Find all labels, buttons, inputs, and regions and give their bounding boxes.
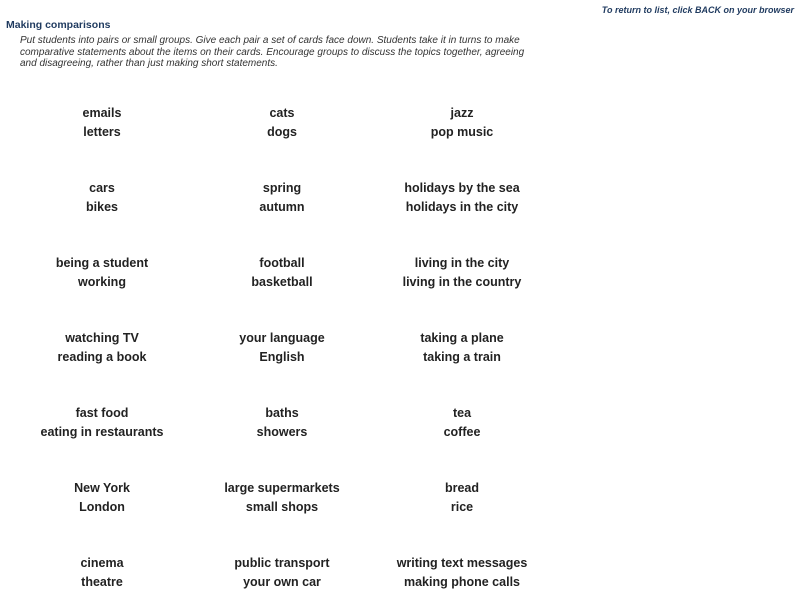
card-pair [192, 329, 372, 404]
card-pair [192, 404, 372, 479]
card-item-first: jazz [450, 106, 474, 120]
card-item-first: football [259, 256, 305, 270]
page-title: Making comparisons [6, 19, 111, 31]
card-pair [12, 254, 192, 329]
card-pair [372, 179, 552, 254]
card-item-first: cinema [80, 556, 124, 570]
card-item-second: rice [450, 500, 474, 514]
card-item-second: working [78, 275, 126, 289]
card-item-second: pop music [430, 125, 494, 139]
card-item-second: basketball [251, 275, 313, 289]
card-pair [12, 179, 192, 254]
card-pair [372, 404, 552, 479]
card-pair [372, 254, 552, 329]
card-item-second: English [259, 350, 305, 364]
card-item-second: holidays in the city [405, 200, 519, 214]
card-pair [12, 554, 192, 600]
card-item-first: tea [452, 406, 472, 420]
card-item-first: watching TV [65, 331, 139, 345]
card-item-second: showers [256, 425, 308, 439]
card-item-first: baths [265, 406, 299, 420]
card-pair [12, 479, 192, 554]
card-pair [192, 554, 372, 600]
card-item-first: public transport [234, 556, 330, 570]
card-pair [12, 104, 192, 179]
card-pair [12, 329, 192, 404]
card-pair [192, 254, 372, 329]
card-item-second: your own car [243, 575, 321, 589]
card-item-first: being a student [55, 256, 149, 270]
card-pair [192, 479, 372, 554]
card-item-first: large supermarkets [224, 481, 340, 495]
card-item-second: London [79, 500, 125, 514]
card-pair [192, 179, 372, 254]
card-item-second: making phone calls [403, 575, 520, 589]
card-item-first: living in the city [414, 256, 510, 270]
card-pair [192, 104, 372, 179]
card-item-second: bikes [86, 200, 118, 214]
return-note: To return to list, click BACK on your browser [601, 5, 794, 15]
card-item-first: New York [74, 481, 130, 495]
card-item-second: living in the country [402, 275, 522, 289]
card-item-second: autumn [259, 200, 305, 214]
card-pair [372, 104, 552, 179]
card-item-first: emails [82, 106, 122, 120]
card-item-first: fast food [75, 406, 129, 420]
card-pair [372, 329, 552, 404]
card-item-first: your language [239, 331, 325, 345]
card-item-second: small shops [245, 500, 319, 514]
card-item-first: holidays by the sea [404, 181, 520, 195]
card-item-second: dogs [267, 125, 297, 139]
comparison-card-grid [12, 104, 552, 600]
card-item-second: theatre [81, 575, 123, 589]
card-item-first: writing text messages [396, 556, 528, 570]
card-item-second: reading a book [57, 350, 147, 364]
card-item-second: letters [83, 125, 121, 139]
card-item-first: bread [444, 481, 480, 495]
card-item-first: spring [262, 181, 302, 195]
card-item-second: taking a train [423, 350, 501, 364]
card-pair [12, 404, 192, 479]
card-pair [372, 479, 552, 554]
card-pair [372, 554, 552, 600]
card-item-second: coffee [443, 425, 481, 439]
card-item-first: cats [269, 106, 295, 120]
card-item-first: cars [89, 181, 115, 195]
card-item-first: taking a plane [420, 331, 504, 345]
card-item-second: eating in restaurants [40, 425, 164, 439]
instructions: Put students into pairs or small groups. Give each pair a set of cards face down. Students take it in turns to make comparative statements about the items on their cards. Encourage groups to discuss the topics together, agreeing and disagreeing, rather than just making short statements. [20, 35, 525, 69]
